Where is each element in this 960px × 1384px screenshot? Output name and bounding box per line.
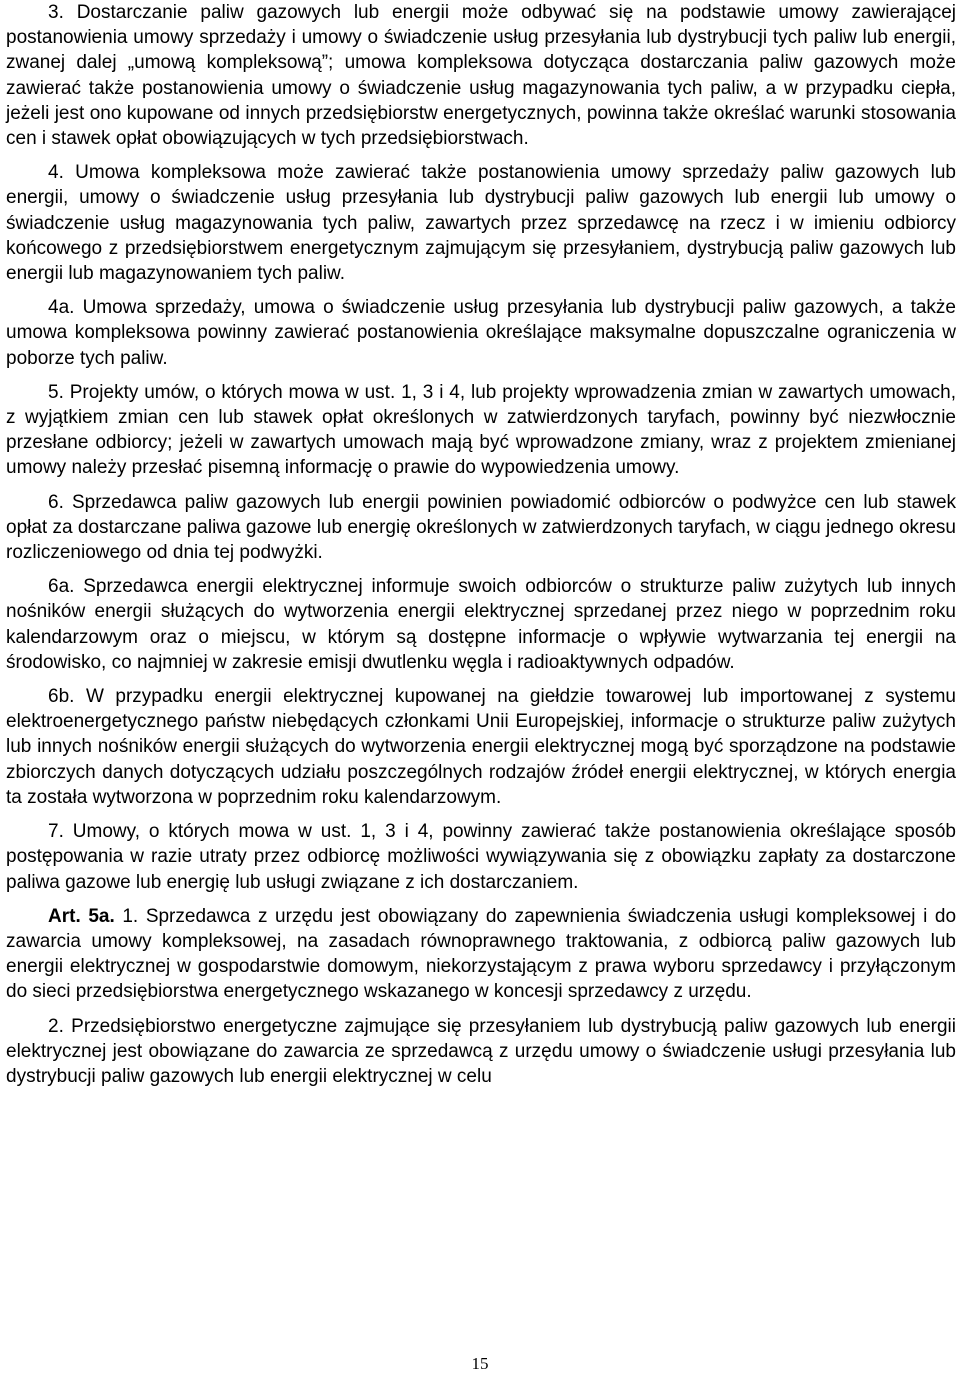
paragraph-4 [6,160,956,286]
paragraph-text: Dostarczanie paliw gazowych lub energii może odbywać się na podstawie umowy zawierającej postanowienia umowy sprzedaży i umowy o świadczenie usług przesyłania lub dystrybucji tych paliw lub energii, zwanej dalej „umową kompleksową”; umowa kompleksowa dotycząca dostarczania paliw gazowych może zawierać także postanowienia umowy o świadczenie usług magazynowania tych paliw, a w przypadku ciepła, jeżeli jest ono kupowane od innych przedsiębiorstw energetycznych, powinna także określać warunki stosowania cen i stawek opłat obowiązujących w tych przedsiębiorstwach. [6,2,956,150]
article-5a-paragraph-2 [6,1014,956,1090]
paragraph-number: 7. [48,821,64,843]
paragraph-text: Projekty umów, o których mowa w ust. 1, 3 i 4, lub projekty wprowadzenia zmian w zawartych umowach, z wyjątkiem zmian cen lub stawek opłat określonych w zatwierdzonych taryfach, powinny być niezwłocznie przesłane odbiorcy; jeżeli w zawartych umowach mają być wprowadzone zmiany, wraz z projektem zmienianej umowy należy przesłać pisemną informację o prawie do wypowiedzenia umowy. [6,381,956,479]
article-5a-paragraph-1 [6,904,956,1005]
paragraph-number: 2. [48,1015,64,1037]
paragraph-text: W przypadku energii elektrycznej kupowanej na giełdzie towarowej lub importowanej z systemu elektroenergetycznego państw niebędących członkami Unii Europejskiej, informacje o strukturze paliw zużytych lub innych nośników energii służących do wytworzenia energii elektrycznej mogą być sporządzone na podstawie zbiorczych danych dotyczących udziału poszczególnych rodzajów źródeł energii elektrycznej, w których energia ta została wytworzona w poprzednim roku kalendarzowym. [6,686,956,808]
paragraph-number: 4. [48,162,64,184]
paragraph-3 [6,0,956,151]
paragraph-text: Umowa sprzedaży, umowa o świadczenie usług przesyłania lub dystrybucji paliw gazowych, a także umowa kompleksowa powinny zawierać postanowienia określające maksymalne dopuszczalne ograniczenia w poborze tych paliw. [6,297,957,369]
paragraph-4a [6,295,956,371]
paragraph-7 [6,819,956,895]
paragraph-text: Sprzedawca paliw gazowych lub energii powinien powiadomić odbiorców o podwyżce cen lub stawek opłat za dostarczane paliwa gazowe lub energię określonych w zatwierdzonych taryfach, w ciągu jednego okresu rozliczeniowego od dnia tej podwyżki. [6,491,957,564]
paragraph-text: Umowy, o których mowa w ust. 1, 3 i 4, powinny zawierać także postanowienia określające sposób postępowania w razie utraty przez odbiorcę możliwości wywiązywania się z obowiązku zapłaty za dostarczone paliwa gazowe lub energię lub usługi związane z ich dostarczaniem. [6,821,956,893]
paragraph-text: Umowa kompleksowa może zawierać także postanowienia umowy sprzedaży paliw gazowych lub energii, umowy o świadczenie usług przesyłania lub dystrybucji paliw gazowych lub energii lub umowy o świadczenie usług magazynowania tych paliw, zawartych przez sprzedawcę na rzecz i w imieniu odbiorcy końcowego z przedsiębiorstwem energetycznym zajmującym się przesyłaniem, dystrybucją paliw gazowych lub energii lub magazynowaniem tych paliw. [6,162,956,285]
paragraph-text: Przedsiębiorstwo energetyczne zajmujące się przesyłaniem lub dystrybucją paliw gazowych lub energii elektrycznej jest obowiązane do zawarcia ze sprzedawcą z urzędu umowy o świadczenie usługi przesyłania lub dystrybucji paliw gazowych lub energii elektrycznej w celu [6,1015,957,1087]
paragraph-number: 6. [48,491,64,513]
paragraph-number: 6b. [48,686,75,708]
paragraph-text: Sprzedawca energii elektrycznej informuje swoich odbiorców o strukturze paliw zużytych lub innych nośników energii służących do wytworzenia energii elektrycznej sprzedanej przez niego w poprzednim roku kalendarzowym oraz o miejscu, w którym są dostępne informacje o wpływie wytwarzania tej energii na środowisko, co najmniej w zakresie emisji dwutlenku węgla i radioaktywnych odpadów. [6,576,957,673]
paragraph-6 [6,490,956,566]
paragraph-text: Sprzedawca z urzędu jest obowiązany do zapewnienia świadczenia usługi kompleksowej i do zawarcia umowy kompleksowej, na zasadach równoprawnego traktowania, z odbiorcą paliw gazowych lub energii elektrycznej w gospodarstwie domowym, niekorzystającym z prawa wyboru sprzedawcy i przyłączonym do sieci przedsiębiorstwa energetycznego wskazanego w koncesji sprzedawcy z urzędu. [6,905,957,1003]
article-label: Art. 5a. [48,905,115,927]
document-page [6,0,956,1098]
paragraph-5 [6,380,956,481]
paragraph-number: 4a. [48,297,75,319]
paragraph-number: 3. [48,2,64,23]
page-number: 15 [471,1354,489,1373]
paragraph-number: 5. [48,381,64,403]
paragraph-number: 1. [122,905,139,927]
paragraph-6a [6,574,956,675]
paragraph-6b [6,684,956,810]
paragraph-number: 6a. [48,576,75,598]
